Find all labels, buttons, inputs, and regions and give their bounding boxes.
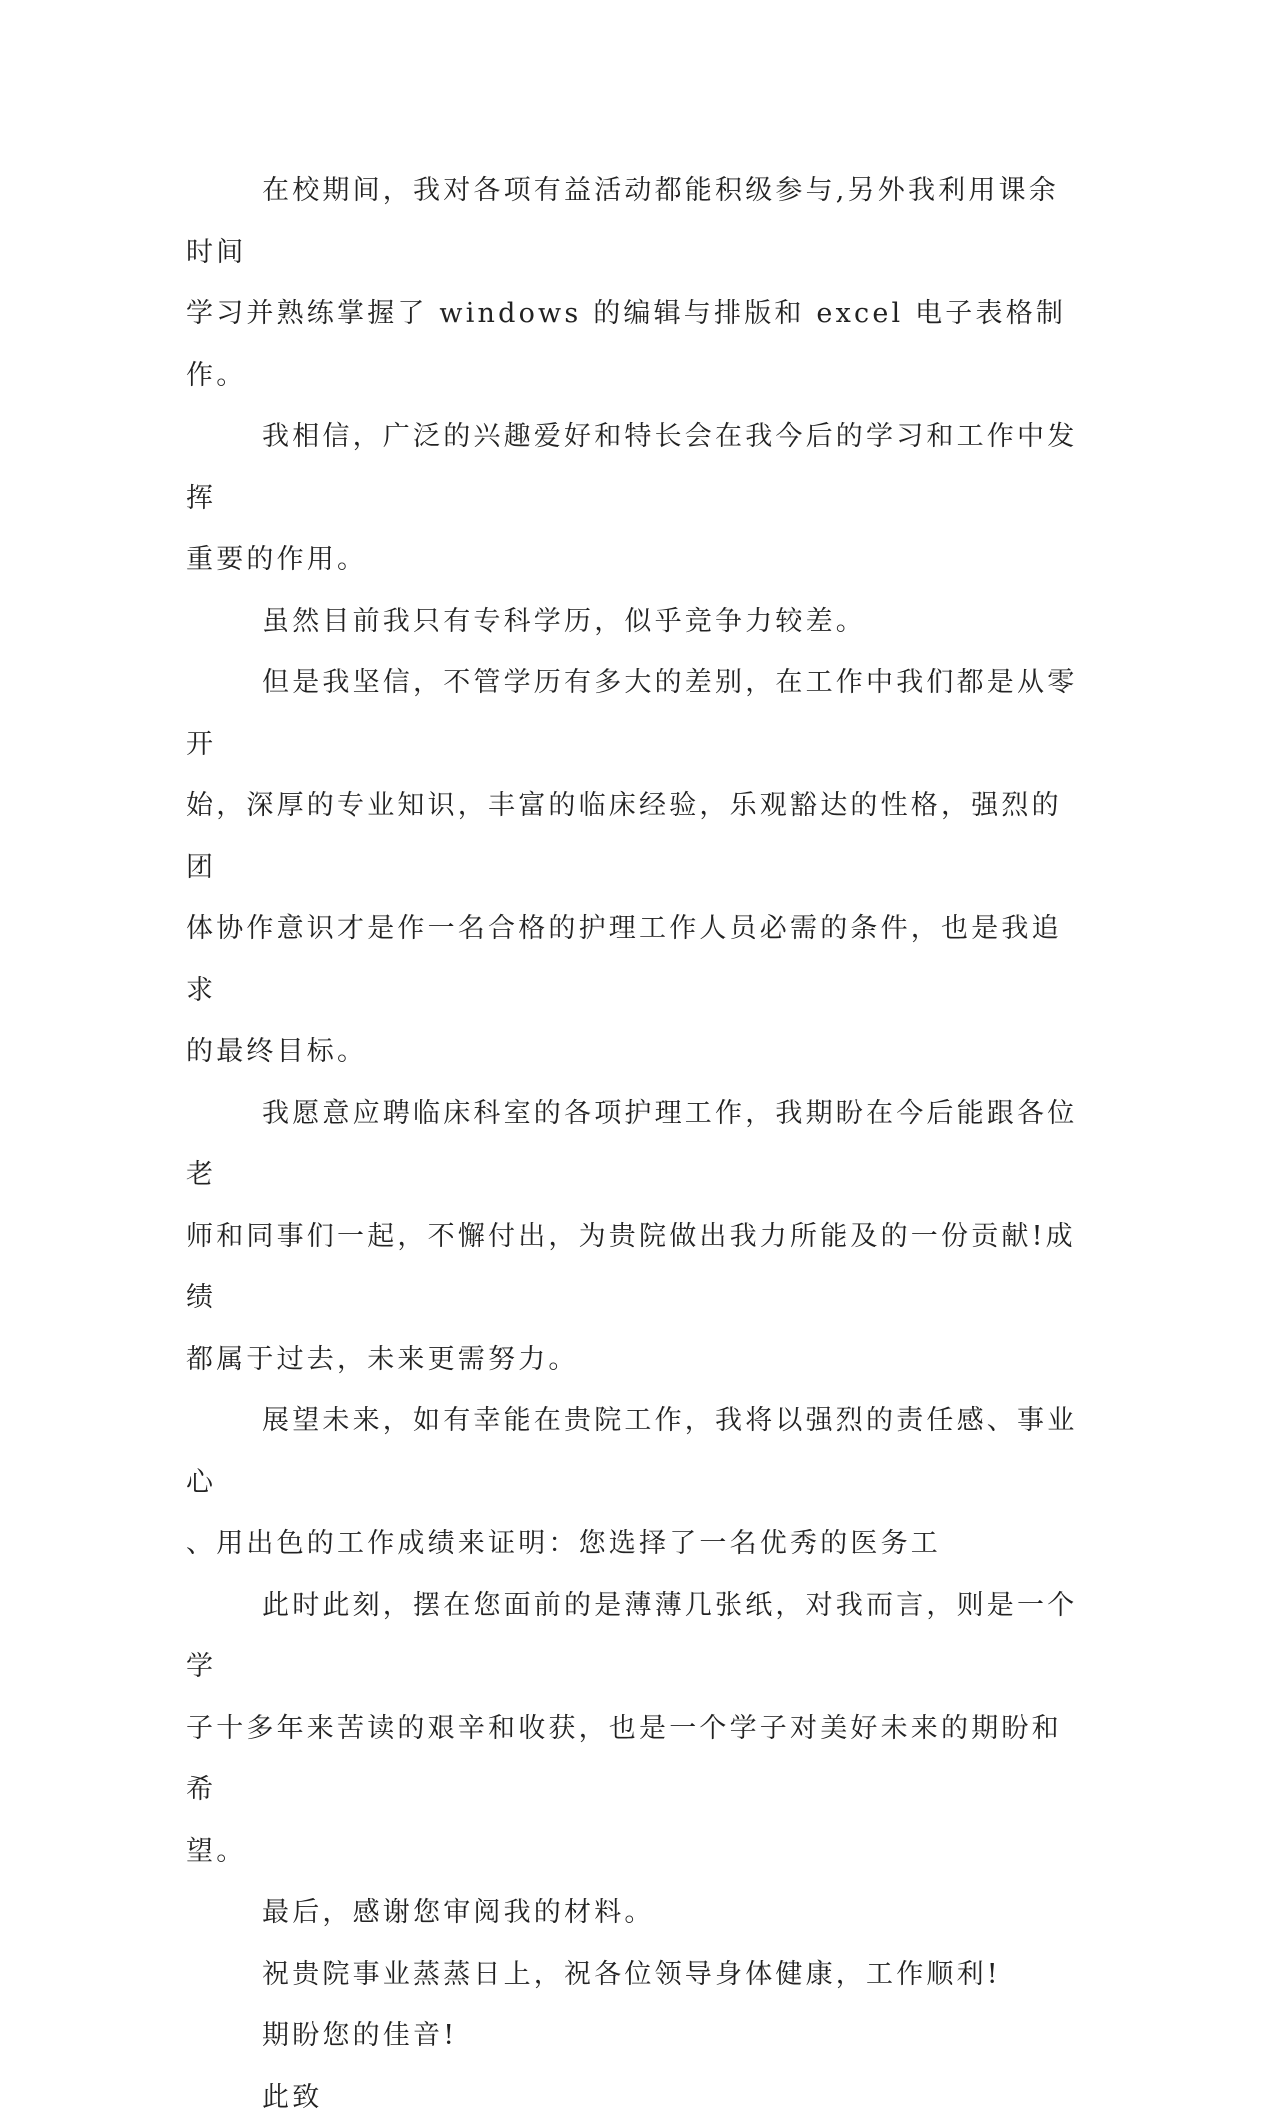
paragraph-awaiting: 期盼您的佳音! xyxy=(186,2005,1086,2067)
document-body xyxy=(186,160,1086,2128)
paragraph-moment: 此时此刻，摆在您面前的是薄薄几张纸，对我而言，则是一个学 子十多年来苦读的艰辛和收获，也是一个学子对美好未来的期盼和希 望。 xyxy=(186,1575,1086,1883)
paragraph-belief: 但是我坚信，不管学历有多大的差别，在工作中我们都是从零开 始，深厚的专业知识，丰富的临床经验，乐观豁达的性格，强烈的团 体协作意识才是作一名合格的护理工作人员必需的条件，也是我追求 的最终目标。 xyxy=(186,652,1086,1083)
paragraph-future: 展望未来，如有幸能在贵院工作，我将以强烈的责任感、事业心 、用出色的工作成绩来证明：您选择了一名优秀的医务工 xyxy=(186,1390,1086,1575)
paragraph-application: 我愿意应聘临床科室的各项护理工作，我期盼在今后能跟各位老 师和同事们一起，不懈付出，为贵院做出我力所能及的一份贡献!成绩 都属于过去，未来更需努力。 xyxy=(186,1083,1086,1391)
paragraph-education: 虽然目前我只有专科学历，似乎竞争力较差。 xyxy=(186,591,1086,653)
paragraph-wishes: 祝贵院事业蒸蒸日上，祝各位领导身体健康，工作顺利! xyxy=(186,1944,1086,2006)
paragraph-closing: 此致 xyxy=(186,2067,1086,2128)
paragraph-thanks: 最后，感谢您审阅我的材料。 xyxy=(186,1882,1086,1944)
paragraph-interests: 我相信，广泛的兴趣爱好和特长会在我今后的学习和工作中发挥 重要的作用。 xyxy=(186,406,1086,591)
paragraph-activities: 在校期间，我对各项有益活动都能积级参与,另外我利用课余时间 学习并熟练掌握了 windows 的编辑与排版和 excel 电子表格制作。 xyxy=(186,160,1086,406)
